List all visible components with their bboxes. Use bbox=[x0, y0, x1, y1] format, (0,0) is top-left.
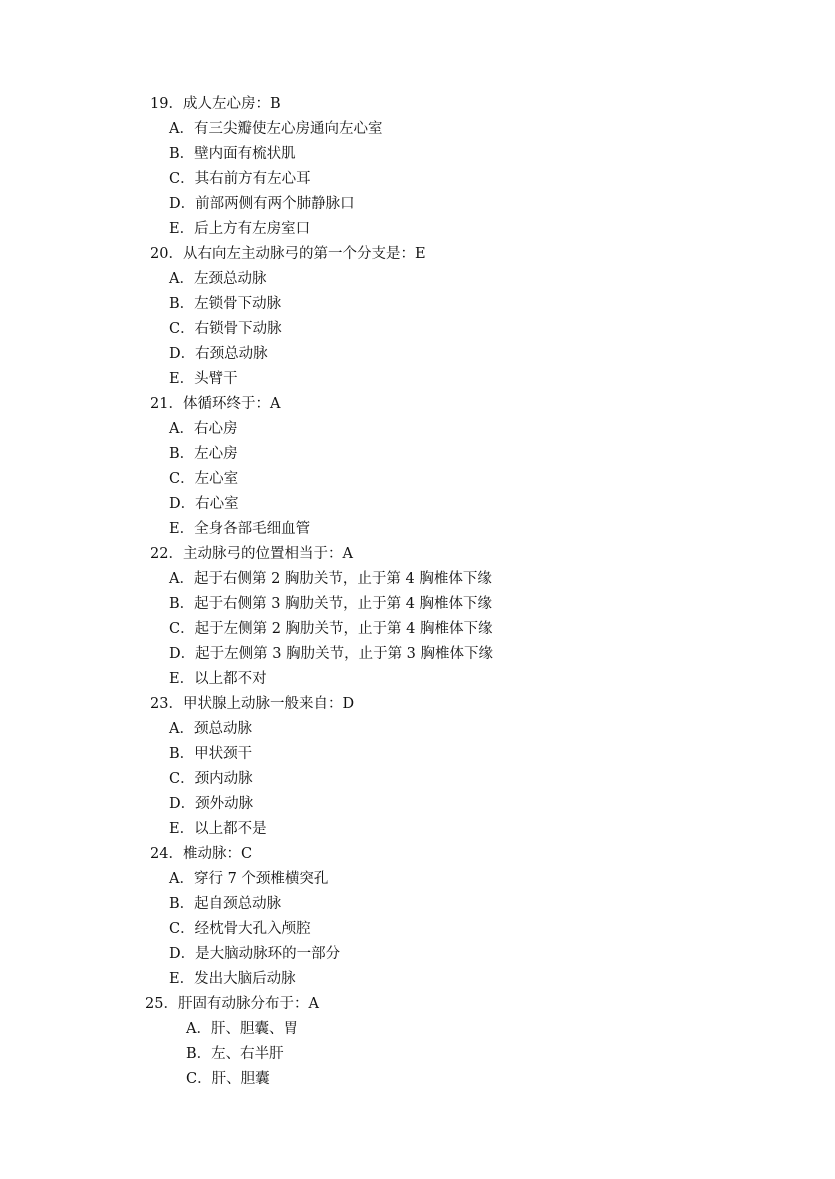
question-23-option-c: C．颈内动脉 bbox=[169, 771, 253, 787]
question-24-option-e: E．发出大脑后动脉 bbox=[169, 971, 296, 987]
question-24-option-b: B．起自颈总动脉 bbox=[169, 896, 282, 912]
question-21-option-d: D．右心室 bbox=[169, 496, 239, 512]
question-24-option-a: A．穿行 7 个颈椎横突孔 bbox=[169, 871, 329, 887]
question-20-option-b: B．左锁骨下动脉 bbox=[169, 296, 282, 312]
question-stem-20: 20．从右向左主动脉弓的第一个分支是：E bbox=[150, 246, 426, 262]
question-19-option-e: E．后上方有左房室口 bbox=[169, 221, 311, 237]
question-25-option-a: A．肝、胆囊、胃 bbox=[186, 1021, 298, 1037]
question-19-option-b: B．壁内面有梳状肌 bbox=[169, 146, 296, 162]
question-19-option-c: C．其右前方有左心耳 bbox=[169, 171, 311, 187]
question-20-option-e: E．头臂干 bbox=[169, 371, 238, 387]
question-25-option-c: C．肝、胆囊 bbox=[186, 1071, 270, 1087]
question-stem-23: 23．甲状腺上动脉一般来自：D bbox=[150, 696, 355, 712]
question-19-option-a: A．有三尖瓣使左心房通向左心室 bbox=[169, 121, 383, 137]
question-21-option-b: B．左心房 bbox=[169, 446, 238, 462]
question-22-option-e: E．以上都不对 bbox=[169, 671, 267, 687]
question-stem-24: 24．椎动脉：C bbox=[150, 846, 253, 862]
question-23-option-b: B．甲状颈干 bbox=[169, 746, 253, 762]
question-stem-22: 22．主动脉弓的位置相当于：A bbox=[150, 546, 353, 562]
question-stem-19: 19．成人左心房：B bbox=[150, 96, 281, 112]
question-22-option-a: A．起于右侧第 2 胸肋关节，止于第 4 胸椎体下缘 bbox=[169, 571, 492, 587]
question-20-option-d: D．右颈总动脉 bbox=[169, 346, 268, 362]
question-stem-21: 21．体循环终于：A bbox=[150, 396, 281, 412]
question-24-option-c: C．经枕骨大孔入颅腔 bbox=[169, 921, 311, 937]
question-stem-25: 25．肝固有动脉分布于：A bbox=[145, 996, 319, 1012]
question-19-option-d: D．前部两侧有两个肺静脉口 bbox=[169, 196, 355, 212]
question-23-option-d: D．颈外动脉 bbox=[169, 796, 254, 812]
question-24-option-d: D．是大脑动脉环的一部分 bbox=[169, 946, 341, 962]
question-22-option-b: B．起于右侧第 3 胸肋关节，止于第 4 胸椎体下缘 bbox=[169, 596, 493, 612]
question-21-option-e: E．全身各部毛细血管 bbox=[169, 521, 311, 537]
question-20-option-c: C．右锁骨下动脉 bbox=[169, 321, 282, 337]
question-20-option-a: A．左颈总动脉 bbox=[169, 271, 267, 287]
question-21-option-a: A．右心房 bbox=[169, 421, 238, 437]
question-22-option-d: D．起于左侧第 3 胸肋关节，止于第 3 胸椎体下缘 bbox=[169, 646, 494, 662]
question-22-option-c: C．起于左侧第 2 胸肋关节，止于第 4 胸椎体下缘 bbox=[169, 621, 493, 637]
question-21-option-c: C．左心室 bbox=[169, 471, 239, 487]
question-23-option-a: A．颈总动脉 bbox=[169, 721, 252, 737]
question-23-option-e: E．以上都不是 bbox=[169, 821, 267, 837]
question-25-option-b: B．左、右半肝 bbox=[186, 1046, 284, 1062]
